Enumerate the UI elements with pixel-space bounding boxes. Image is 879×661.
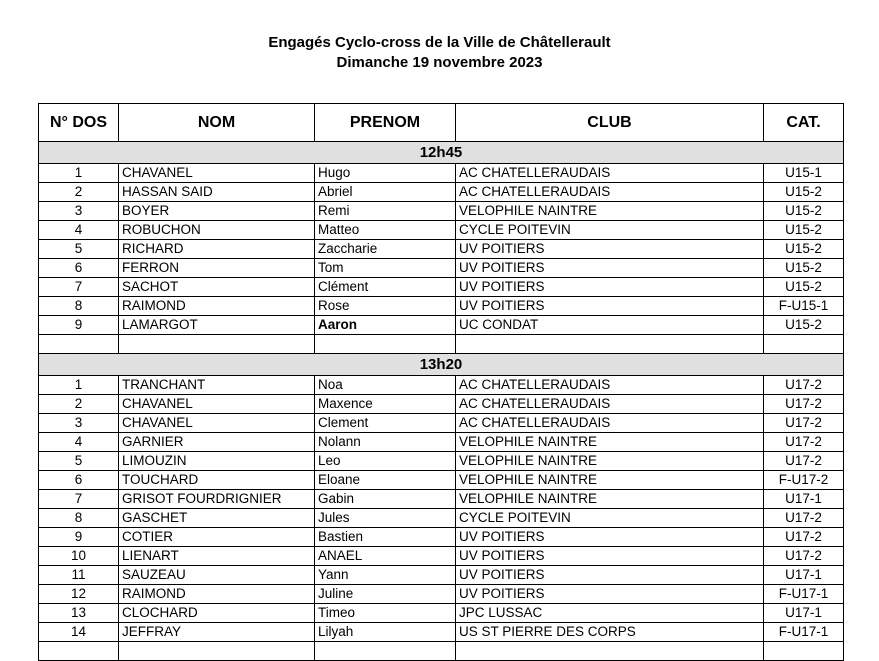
cell-cat: U15-2 [764,202,844,221]
cell-club: VELOPHILE NAINTRE [456,471,764,490]
cell-prenom: Nolann [315,433,456,452]
cell-dos: 6 [39,471,119,490]
cell-cat: U15-2 [764,316,844,335]
cell-dos: 1 [39,164,119,183]
cell-prenom: Jules [315,509,456,528]
cell-nom: LIMOUZIN [119,452,315,471]
cell-club: JPC LUSSAC [456,604,764,623]
table-row [39,585,844,604]
cell-cat: U17-2 [764,433,844,452]
cell-club: VELOPHILE NAINTRE [456,202,764,221]
cell-dos: 5 [39,240,119,259]
cell-nom: CHAVANEL [119,395,315,414]
cell-prenom: Rose [315,297,456,316]
table-row [39,433,844,452]
cell-dos: 10 [39,547,119,566]
cell-club: UV POITIERS [456,297,764,316]
cell-dos: 13 [39,604,119,623]
table-row [39,604,844,623]
cell-nom: BOYER [119,202,315,221]
cell-prenom: ANAEL [315,547,456,566]
table-row [39,316,844,335]
empty-cell [315,335,456,354]
session-time: 12h45 [39,142,844,164]
table-row [39,164,844,183]
cell-nom: LAMARGOT [119,316,315,335]
table-row [39,490,844,509]
cell-prenom: Timeo [315,604,456,623]
table-header-row [39,104,844,142]
table-row [39,509,844,528]
table-row [39,623,844,642]
cell-prenom: Tom [315,259,456,278]
cell-prenom: Bastien [315,528,456,547]
cell-dos: 12 [39,585,119,604]
header-nom: NOM [119,104,315,142]
empty-cell [119,335,315,354]
cell-dos: 4 [39,221,119,240]
cell-dos: 9 [39,528,119,547]
cell-club: UV POITIERS [456,278,764,297]
cell-cat: U15-1 [764,164,844,183]
table-row [39,471,844,490]
header-club: CLUB [456,104,764,142]
cell-prenom: Lilyah [315,623,456,642]
cell-cat: U17-2 [764,547,844,566]
cell-prenom: Leo [315,452,456,471]
cell-dos: 9 [39,316,119,335]
cell-prenom: Noa [315,376,456,395]
table-row [39,202,844,221]
cell-nom: GASCHET [119,509,315,528]
cell-prenom: Remi [315,202,456,221]
table-row [39,547,844,566]
cell-nom: TRANCHANT [119,376,315,395]
cell-cat: U17-2 [764,395,844,414]
cell-dos: 11 [39,566,119,585]
cell-dos: 3 [39,414,119,433]
cell-nom: CHAVANEL [119,164,315,183]
cell-club: CYCLE POITEVIN [456,509,764,528]
cell-dos: 2 [39,183,119,202]
cell-club: AC CHATELLERAUDAIS [456,164,764,183]
cell-cat: U17-1 [764,566,844,585]
cell-club: UC CONDAT [456,316,764,335]
cell-nom: SACHOT [119,278,315,297]
cell-dos: 8 [39,509,119,528]
empty-cell [764,642,844,661]
cell-prenom: Gabin [315,490,456,509]
cell-cat: U17-2 [764,509,844,528]
header-dos: N° DOS [39,104,119,142]
cell-cat: U17-2 [764,414,844,433]
cell-nom: RAIMOND [119,297,315,316]
empty-cell [456,335,764,354]
cell-cat: U15-2 [764,259,844,278]
cell-cat: U15-2 [764,183,844,202]
cell-nom: CLOCHARD [119,604,315,623]
cell-cat: F-U17-1 [764,623,844,642]
cell-dos: 5 [39,452,119,471]
cell-dos: 6 [39,259,119,278]
cell-prenom: Aaron [315,316,456,335]
cell-nom: RAIMOND [119,585,315,604]
cell-club: UV POITIERS [456,240,764,259]
cell-club: UV POITIERS [456,528,764,547]
cell-cat: U15-2 [764,278,844,297]
empty-row [39,335,844,354]
entries-table [38,103,844,661]
cell-prenom: Clément [315,278,456,297]
cell-nom: GARNIER [119,433,315,452]
table-row [39,528,844,547]
cell-nom: SAUZEAU [119,566,315,585]
table-row [39,414,844,433]
table-row [39,566,844,585]
cell-dos: 14 [39,623,119,642]
table-row [39,183,844,202]
cell-club: CYCLE POITEVIN [456,221,764,240]
cell-prenom: Zaccharie [315,240,456,259]
table-row [39,240,844,259]
cell-club: UV POITIERS [456,566,764,585]
table-body [39,142,844,661]
table-row [39,376,844,395]
cell-club: US ST PIERRE DES CORPS [456,623,764,642]
cell-cat: F-U17-2 [764,471,844,490]
cell-prenom: Juline [315,585,456,604]
cell-nom: CHAVANEL [119,414,315,433]
empty-cell [315,642,456,661]
empty-cell [39,335,119,354]
header-cat: CAT. [764,104,844,142]
cell-dos: 2 [39,395,119,414]
cell-cat: U17-2 [764,452,844,471]
cell-cat: U17-2 [764,528,844,547]
session-header-row [39,142,844,164]
cell-club: VELOPHILE NAINTRE [456,490,764,509]
empty-cell [39,642,119,661]
document-date: Dimanche 19 novembre 2023 [336,54,543,71]
cell-cat: F-U17-1 [764,585,844,604]
cell-nom: ROBUCHON [119,221,315,240]
cell-nom: LIENART [119,547,315,566]
document-title: Engagés Cyclo-cross de la Ville de Châtellerault [268,34,611,51]
cell-nom: JEFFRAY [119,623,315,642]
session-time: 13h20 [39,354,844,376]
empty-cell [119,642,315,661]
table-row [39,259,844,278]
cell-club: UV POITIERS [456,547,764,566]
cell-cat: U17-1 [764,490,844,509]
cell-dos: 7 [39,490,119,509]
cell-nom: RICHARD [119,240,315,259]
cell-dos: 3 [39,202,119,221]
cell-nom: TOUCHARD [119,471,315,490]
cell-club: VELOPHILE NAINTRE [456,433,764,452]
cell-dos: 8 [39,297,119,316]
cell-club: VELOPHILE NAINTRE [456,452,764,471]
cell-club: AC CHATELLERAUDAIS [456,395,764,414]
cell-nom: FERRON [119,259,315,278]
cell-nom: COTIER [119,528,315,547]
cell-club: UV POITIERS [456,585,764,604]
cell-dos: 7 [39,278,119,297]
cell-dos: 4 [39,433,119,452]
table-row [39,221,844,240]
header-prenom: PRENOM [315,104,456,142]
session-header-row [39,354,844,376]
cell-club: AC CHATELLERAUDAIS [456,376,764,395]
cell-prenom: Maxence [315,395,456,414]
cell-cat: F-U15-1 [764,297,844,316]
cell-nom: GRISOT FOURDRIGNIER [119,490,315,509]
table-row [39,395,844,414]
cell-prenom: Matteo [315,221,456,240]
table-row [39,278,844,297]
cell-cat: U17-1 [764,604,844,623]
empty-row [39,642,844,661]
table-row [39,297,844,316]
document-header [0,33,879,73]
cell-prenom: Clement [315,414,456,433]
cell-prenom: Yann [315,566,456,585]
empty-cell [456,642,764,661]
table-row [39,452,844,471]
cell-cat: U17-2 [764,376,844,395]
cell-club: AC CHATELLERAUDAIS [456,414,764,433]
cell-cat: U15-2 [764,240,844,259]
cell-cat: U15-2 [764,221,844,240]
cell-club: AC CHATELLERAUDAIS [456,183,764,202]
cell-club: UV POITIERS [456,259,764,278]
cell-nom: HASSAN SAID [119,183,315,202]
cell-dos: 1 [39,376,119,395]
cell-prenom: Abriel [315,183,456,202]
cell-prenom: Hugo [315,164,456,183]
empty-cell [764,335,844,354]
cell-prenom: Eloane [315,471,456,490]
